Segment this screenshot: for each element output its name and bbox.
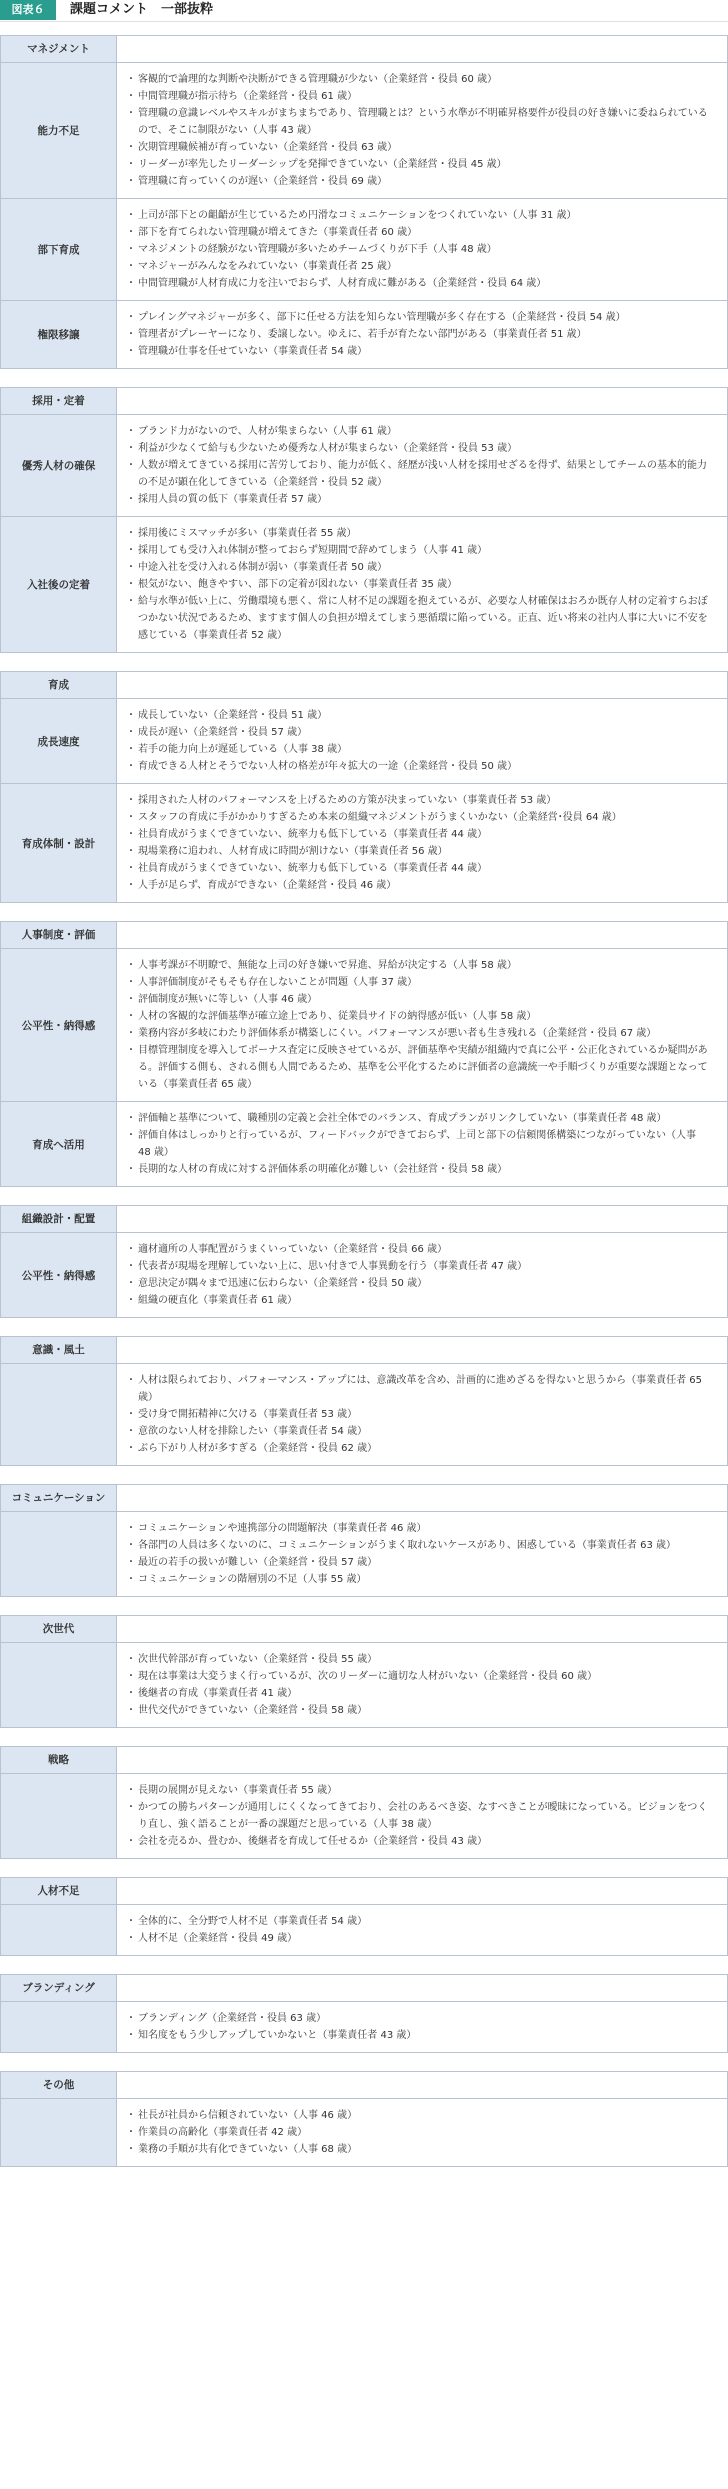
comment-item: ・ かつての勝ちパターンが通用しにくくなってきており、会社のあるべき姿、なすべきことが曖昧になっている。ビジョンをつくり直し、強く語ることが一番の課題だと思っている（人事 38 歳） — [130, 1799, 711, 1833]
category-title: コミュニケーション — [1, 1485, 117, 1511]
row-label — [1, 1905, 117, 1955]
comment-row — [1, 2099, 727, 2166]
row-label — [1, 1512, 117, 1596]
category-section — [0, 921, 728, 1187]
comment-list — [117, 784, 727, 902]
comment-item: ・ 管理職が仕事を任せていない（事業責任者 54 歳） — [130, 343, 711, 360]
category-header — [1, 672, 727, 699]
comment-row — [1, 1364, 727, 1465]
category-header — [1, 1975, 727, 2002]
comment-item: ・ 管理者がプレーヤーになり、委譲しない。ゆえに、若手が育たない部門がある（事業責任者 51 歳） — [130, 326, 711, 343]
comment-item: ・ 人手が足らず、育成ができない（企業経営・役員 46 歳） — [130, 877, 711, 894]
category-header-fill — [117, 672, 727, 698]
comment-list — [117, 949, 727, 1101]
comment-list — [117, 1102, 727, 1186]
comment-item: ・ 知名度をもう少しアップしていかないと（事業責任者 43 歳） — [130, 2027, 711, 2044]
category-section — [0, 1484, 728, 1597]
header-divider — [0, 21, 728, 22]
category-header — [1, 1337, 727, 1364]
comment-item: ・ 社員育成がうまくできていない、統率力も低下している（事業責任者 44 歳） — [130, 826, 711, 843]
category-header-fill — [117, 36, 727, 62]
category-section — [0, 387, 728, 653]
category-section — [0, 1336, 728, 1466]
comment-item: ・ 現在は事業は大変うまく行っているが、次のリーダーに適切な人材がいない（企業経営・役員 60 歳） — [130, 1668, 711, 1685]
category-header-fill — [117, 1485, 727, 1511]
category-section — [0, 35, 728, 369]
comment-row — [1, 415, 727, 516]
comment-list — [117, 699, 727, 783]
comment-item: ・ 中途入社を受け入れる体制が弱い（事業責任者 50 歳） — [130, 559, 711, 576]
figure-title: 課題コメント 一部抜粋 — [70, 2, 214, 17]
category-header — [1, 1616, 727, 1643]
category-section — [0, 1615, 728, 1728]
comment-row — [1, 1774, 727, 1858]
figure-header — [0, 0, 728, 20]
row-label: 権限移譲 — [1, 301, 117, 368]
comment-item: ・ リーダーが率先したリーダーシップを発揮できていない（企業経営・役員 45 歳） — [130, 156, 711, 173]
comment-item: ・ 意思決定が隅々まで迅速に伝わらない（企業経営・役員 50 歳） — [130, 1275, 711, 1292]
comment-item: ・ 若手の能力向上が遅延している（人事 38 歳） — [130, 741, 711, 758]
row-label: 公平性・納得感 — [1, 1233, 117, 1317]
category-header-fill — [117, 1616, 727, 1642]
comment-list — [117, 1512, 727, 1596]
comment-item: ・ 成長していない（企業経営・役員 51 歳） — [130, 707, 711, 724]
comment-item: ・ コミュニケーションや連携部分の問題解決（事業責任者 46 歳） — [130, 1520, 711, 1537]
category-section — [0, 671, 728, 903]
comment-row — [1, 783, 727, 902]
comment-item: ・ 上司が部下との齟齬が生じているため円滑なコミュニケーションをつくれていない（人事 31 歳） — [130, 207, 711, 224]
comment-item: ・ コミュニケーションの階層別の不足（人事 55 歳） — [130, 1571, 711, 1588]
category-section — [0, 1205, 728, 1318]
category-body — [1, 1643, 727, 1727]
category-title: 組織設計・配置 — [1, 1206, 117, 1232]
comment-list — [117, 301, 727, 368]
row-label: 育成体制・設計 — [1, 784, 117, 902]
category-body — [1, 949, 727, 1186]
row-label: 入社後の定着 — [1, 517, 117, 652]
comment-item: ・ 最近の若手の扱いが難しい（企業経営・役員 57 歳） — [130, 1554, 711, 1571]
comment-list — [117, 63, 727, 198]
comment-row — [1, 63, 727, 198]
category-header-fill — [117, 1878, 727, 1904]
category-header-fill — [117, 1975, 727, 2001]
comment-item: ・ 人材の客観的な評価基準が確立途上であり、従業員サイドの納得感が低い（人事 58 歳） — [130, 1008, 711, 1025]
category-title: 人材不足 — [1, 1878, 117, 1904]
comment-row — [1, 2002, 727, 2052]
comment-item: ・ 成長が遅い（企業経営・役員 57 歳） — [130, 724, 711, 741]
comment-item: ・ マネジメントの経験がない管理職が多いためチームづくりが下手（人事 48 歳） — [130, 241, 711, 258]
comment-item: ・ 中間管理職が人材育成に力を注いでおらず、人材育成に難がある（企業経営・役員 64 歳） — [130, 275, 711, 292]
comment-item: ・ 代表者が現場を理解していない上に、思い付きで人事異動を行う（事業責任者 47 歳） — [130, 1258, 711, 1275]
comment-item: ・ 作業員の高齢化（事業責任者 42 歳） — [130, 2124, 711, 2141]
comment-list — [117, 1774, 727, 1858]
comment-item: ・ 社長が社員から信頼されていない（人事 46 歳） — [130, 2107, 711, 2124]
category-title: 人事制度・評価 — [1, 922, 117, 948]
comment-item: ・ 採用しても受け入れ体制が整っておらず短期間で辞めてしまう（人事 41 歳） — [130, 542, 711, 559]
comment-item: ・ 業務内容が多岐にわたり評価体系が構築しにくい。パフォーマンスが悪い者も生き残れる（企業経営・役員 67 歳） — [130, 1025, 711, 1042]
category-header-fill — [117, 1206, 727, 1232]
category-body — [1, 1512, 727, 1596]
comment-item: ・ 長期的な人材の育成に対する評価体系の明確化が難しい（会社経営・役員 58 歳） — [130, 1161, 711, 1178]
comment-item: ・ 意欲のない人材を排除したい（事業責任者 54 歳） — [130, 1423, 711, 1440]
comment-list — [117, 1905, 727, 1955]
comment-item: ・ 採用された人材のパフォーマンスを上げるための方策が決まっていない（事業責任者 53 歳） — [130, 792, 711, 809]
comment-item: ・ 評価軸と基準について、職種別の定義と会社全体でのバランス、育成プランがリンクしていない（事業責任者 48 歳） — [130, 1110, 711, 1127]
comment-row — [1, 516, 727, 652]
comment-list — [117, 1364, 727, 1465]
category-body — [1, 2002, 727, 2052]
comment-row — [1, 1643, 727, 1727]
comment-list — [117, 2002, 727, 2052]
category-section — [0, 1877, 728, 1956]
category-header-fill — [117, 388, 727, 414]
comment-item: ・ 評価自体はしっかりと行っているが、フィードバックができておらず、上司と部下の信頼関係構築につながっていない（人事 48 歳） — [130, 1127, 711, 1161]
comment-list — [117, 1643, 727, 1727]
row-label: 部下育成 — [1, 199, 117, 300]
category-body — [1, 699, 727, 902]
comment-item: ・ 組織の硬直化（事業責任者 61 歳） — [130, 1292, 711, 1309]
category-header — [1, 36, 727, 63]
comment-item: ・ 人事評価制度がそもそも存在しないことが問題（人事 37 歳） — [130, 974, 711, 991]
comment-list — [117, 199, 727, 300]
comment-item: ・ 現場業務に追われ、人材育成に時間が割けない（事業責任者 56 歳） — [130, 843, 711, 860]
category-body — [1, 1905, 727, 1955]
row-label: 公平性・納得感 — [1, 949, 117, 1101]
row-label: 成長速度 — [1, 699, 117, 783]
comment-item: ・ ぶら下がり人材が多すぎる（企業経営・役員 62 歳） — [130, 1440, 711, 1457]
comment-item: ・ 長期の展開が見えない（事業責任者 55 歳） — [130, 1782, 711, 1799]
comment-row — [1, 1233, 727, 1317]
category-header — [1, 2072, 727, 2099]
category-body — [1, 1233, 727, 1317]
comment-item: ・ 客観的で論理的な判断や決断ができる管理職が少ない（企業経営・役員 60 歳） — [130, 71, 711, 88]
comment-list — [117, 517, 727, 652]
comment-row — [1, 1101, 727, 1186]
category-title: その他 — [1, 2072, 117, 2098]
comment-item: ・ 各部門の人員は多くないのに、コミュニケーションがうまく取れないケースがあり、困惑している（事業責任者 63 歳） — [130, 1537, 711, 1554]
comment-item: ・ 給与水準が低い上に、労働環境も悪く、常に人材不足の課題を抱えているが、必要な人材確保はおろか既存人材の定着すらおぼつかない状況であるため、ますます個人の負担が増えてしまう悪循環に陥っている。正直、近い将来の社内人事に大いに不安を感じている（事業責任者 52 歳） — [130, 593, 711, 644]
category-header — [1, 1485, 727, 1512]
comment-list — [117, 415, 727, 516]
comment-item: ・ プレイングマネジャーが多く、部下に任せる方法を知らない管理職が多く存在する（企業経営・役員 54 歳） — [130, 309, 711, 326]
comment-row — [1, 1512, 727, 1596]
comment-item: ・ 管理職の意識レベルやスキルがまちまちであり、管理職とは？という水準が不明確昇格要件が役員の好き嫌いに委ねられているので、そこに制限がない（人事 43 歳） — [130, 105, 711, 139]
comment-item: ・ 人数が増えてきている採用に苦労しており、能力が低く、経歴が浅い人材を採用せざるを得ず、結果としてチームの基本的能力の不足が顕在化してきている（企業経営・役員 52 歳） — [130, 457, 711, 491]
comment-item: ・ マネジャーがみんなをみれていない（事業責任者 25 歳） — [130, 258, 711, 275]
category-body — [1, 415, 727, 652]
category-section — [0, 1974, 728, 2053]
comment-row — [1, 699, 727, 783]
category-body — [1, 1364, 727, 1465]
category-title: 育成 — [1, 672, 117, 698]
comment-row — [1, 198, 727, 300]
category-header — [1, 1878, 727, 1905]
category-body — [1, 2099, 727, 2166]
comment-item: ・ 業務の手順が共有化できていない（人事 68 歳） — [130, 2141, 711, 2158]
category-header — [1, 388, 727, 415]
comment-item: ・ 次世代幹部が育っていない（企業経営・役員 55 歳） — [130, 1651, 711, 1668]
comment-item: ・ 採用後にミスマッチが多い（事業責任者 55 歳） — [130, 525, 711, 542]
comment-item: ・ ブランディング（企業経営・役員 63 歳） — [130, 2010, 711, 2027]
category-section — [0, 1746, 728, 1859]
category-header — [1, 1747, 727, 1774]
category-title: 採用・定着 — [1, 388, 117, 414]
category-title: ブランディング — [1, 1975, 117, 2001]
comment-item: ・ 根気がない、飽きやすい、部下の定着が図れない（事業責任者 35 歳） — [130, 576, 711, 593]
row-label — [1, 2002, 117, 2052]
category-section — [0, 2071, 728, 2167]
row-label — [1, 1774, 117, 1858]
row-label — [1, 1643, 117, 1727]
comment-item: ・ 管理職に育っていくのが遅い（企業経営・役員 69 歳） — [130, 173, 711, 190]
category-body — [1, 63, 727, 368]
comment-item: ・ 後継者の育成（事業責任者 41 歳） — [130, 1685, 711, 1702]
comment-row — [1, 949, 727, 1101]
category-body — [1, 1774, 727, 1858]
comment-item: ・ 受け身で開拓精神に欠ける（事業責任者 53 歳） — [130, 1406, 711, 1423]
category-title: 戦略 — [1, 1747, 117, 1773]
comment-row — [1, 1905, 727, 1955]
comment-item: ・ 評価制度が無いに等しい（人事 46 歳） — [130, 991, 711, 1008]
comment-item: ・ ブランド力がないので、人材が集まらない（人事 61 歳） — [130, 423, 711, 440]
comment-item: ・ 目標管理制度を導入してボーナス査定に反映させているが、評価基準や実績が組織内で真に公平・公正化されているか疑問がある。評価する側も、される側も人間であるため、基準を公平化するために評価者の意識統一や手順づくりが重要な課題となっている（事業責任者 65 歳） — [130, 1042, 711, 1093]
comment-sections — [0, 35, 728, 2185]
category-header — [1, 1206, 727, 1233]
comment-item: ・ 採用人員の質の低下（事業責任者 57 歳） — [130, 491, 711, 508]
comment-item: ・ 部下を育てられない管理職が増えてきた（事業責任者 60 歳） — [130, 224, 711, 241]
row-label: 優秀人材の確保 — [1, 415, 117, 516]
category-title: 次世代 — [1, 1616, 117, 1642]
row-label: 能力不足 — [1, 63, 117, 198]
comment-item: ・ 人材不足（企業経営・役員 49 歳） — [130, 1930, 711, 1947]
comment-item: ・ 人事考課が不明瞭で、無能な上司の好き嫌いで昇進、昇給が決定する（人事 58 歳） — [130, 957, 711, 974]
row-label — [1, 2099, 117, 2166]
comment-list — [117, 1233, 727, 1317]
comment-list — [117, 2099, 727, 2166]
comment-row — [1, 300, 727, 368]
category-header-fill — [117, 922, 727, 948]
comment-item: ・ 人材は限られており、パフォーマンス・アップには、意識改革を含め、計画的に進めざるを得ないと思うから（事業責任者 65 歳） — [130, 1372, 711, 1406]
category-header-fill — [117, 2072, 727, 2098]
comment-item: ・ 全体的に、全分野で人材不足（事業責任者 54 歳） — [130, 1913, 711, 1930]
comment-item: ・ 適材適所の人事配置がうまくいっていない（企業経営・役員 66 歳） — [130, 1241, 711, 1258]
comment-item: ・ 世代交代ができていない（企業経営・役員 58 歳） — [130, 1702, 711, 1719]
comment-item: ・ スタッフの育成に手がかかりすぎるため本来の組織マネジメントがうまくいかない（企業経営･役員 64 歳） — [130, 809, 711, 826]
row-label: 育成へ活用 — [1, 1102, 117, 1186]
category-header — [1, 922, 727, 949]
row-label — [1, 1364, 117, 1465]
category-header-fill — [117, 1747, 727, 1773]
comment-item: ・ 会社を売るか、畳むか、後継者を育成して任せるか（企業経営・役員 43 歳） — [130, 1833, 711, 1850]
figure-badge: 図表６ — [0, 0, 56, 20]
category-title: マネジメント — [1, 36, 117, 62]
category-title: 意識・風土 — [1, 1337, 117, 1363]
category-header-fill — [117, 1337, 727, 1363]
comment-item: ・ 中間管理職が指示待ち（企業経営・役員 61 歳） — [130, 88, 711, 105]
comment-item: ・ 社員育成がうまくできていない、統率力も低下している（事業責任者 44 歳） — [130, 860, 711, 877]
comment-item: ・ 次期管理職候補が育っていない（企業経営・役員 63 歳） — [130, 139, 711, 156]
comment-item: ・ 利益が少なくて給与も少ないため優秀な人材が集まらない（企業経営・役員 53 歳） — [130, 440, 711, 457]
comment-item: ・ 育成できる人材とそうでない人材の格差が年々拡大の一途（企業経営・役員 50 歳） — [130, 758, 711, 775]
